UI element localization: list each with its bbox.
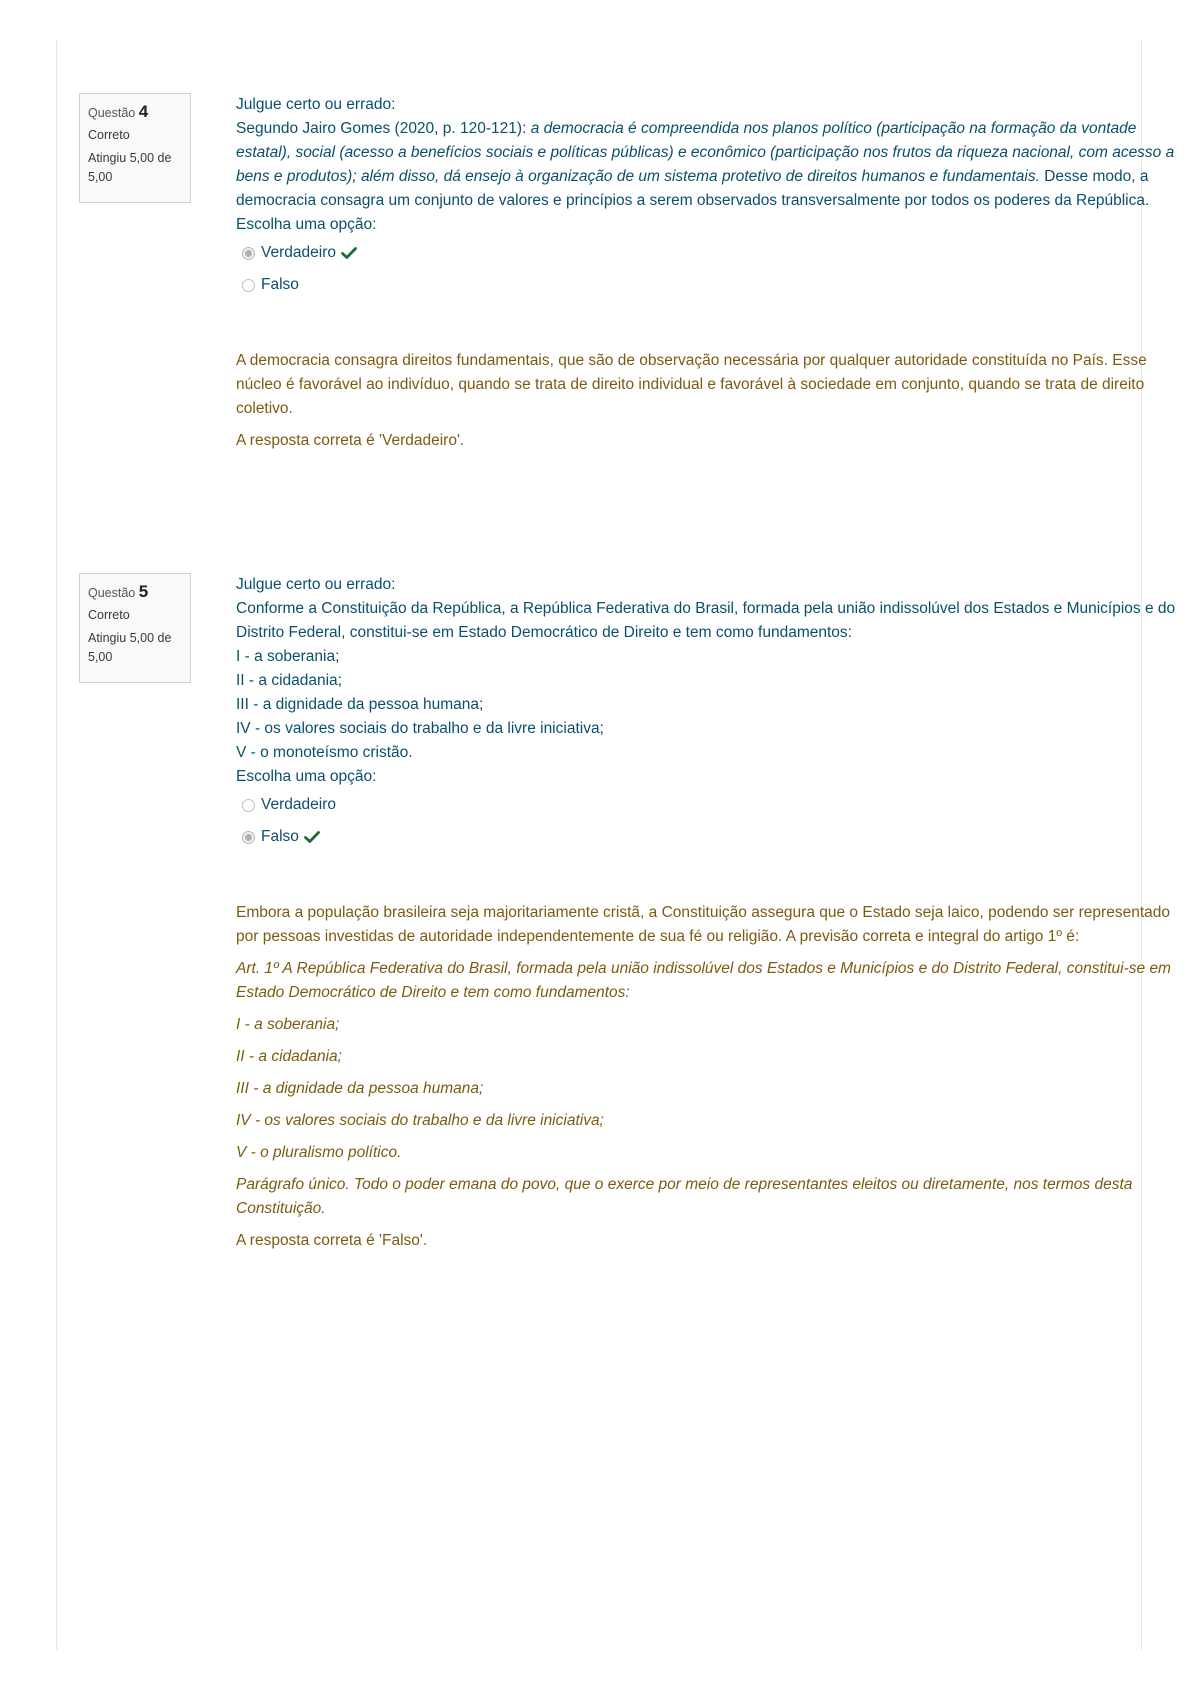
option-falso[interactable] <box>236 273 1176 297</box>
question-item: V - o monoteísmo cristão. <box>236 744 413 761</box>
answer-prompt: Escolha uma opção: <box>236 216 377 233</box>
feedback-item: IV - os valores sociais do trabalho e da livre iniciativa; <box>236 1112 604 1129</box>
question-label: Questão <box>88 106 136 120</box>
feedback-item: V - o pluralismo político. <box>236 1144 402 1161</box>
question-item: III - a dignidade da pessoa humana; <box>236 696 484 713</box>
question-grade: Atingiu 5,00 de 5,00 <box>88 151 172 184</box>
question-item: II - a cidadania; <box>236 672 342 689</box>
option-label: Falso <box>261 828 299 845</box>
question-text-prefix: Segundo Jairo Gomes (2020, p. 120-121): <box>236 120 531 137</box>
feedback-paragraph: Parágrafo único. Todo o poder emana do povo, que o exerce por meio de representantes eleitos ou diretamente, nos termos desta Constituição. <box>236 1176 1133 1217</box>
question-text: Conforme a Constituição da República, a República Federativa do Brasil, formada pela união indissolúvel dos Estados e Municípios e do Distrito Federal, constitui-se em Estado Democrático de Direito e tem como fundamentos: <box>236 600 1176 641</box>
question-content <box>236 573 1176 1253</box>
right-answer: A resposta correta é 'Falso'. <box>236 1232 428 1249</box>
question-text <box>236 117 1176 213</box>
radio-falso[interactable] <box>242 279 255 292</box>
radio-verdadeiro[interactable] <box>242 799 255 812</box>
right-answer: A resposta correta é 'Verdadeiro'. <box>236 432 465 449</box>
question-text-quote: a democracia é compreendida nos planos político (participação na formação da vontade estatal), social (acesso a benefícios sociais e políticas públicas) e econômico (participação nos frutos da riqueza nacional, com acesso a bens e produtos); além disso, dá ensejo à organização de um sistema protetivo de direitos humanos e fundamentais. <box>236 120 1175 185</box>
option-label: Verdadeiro <box>261 796 336 813</box>
radio-falso[interactable] <box>242 831 255 844</box>
question-label: Questão <box>88 586 136 600</box>
question-number: 5 <box>138 582 149 601</box>
feedback-item: II - a cidadania; <box>236 1048 342 1065</box>
feedback-text: A democracia consagra direitos fundamentais, que são de observação necessária por qualquer autoridade constituída no País. Esse núcleo é favorável ao indivíduo, quando se trata de direito individual e favorável à sociedade em conjunto, quando se trata de direito coletivo. <box>236 352 1147 417</box>
question-item: IV - os valores sociais do trabalho e da livre iniciativa; <box>236 720 604 737</box>
question-state: Correto <box>88 608 130 622</box>
question-intro: Julgue certo ou errado: <box>236 576 396 593</box>
question-intro: Julgue certo ou errado: <box>236 96 396 113</box>
radio-verdadeiro[interactable] <box>242 247 255 260</box>
feedback <box>236 349 1176 453</box>
option-falso[interactable] <box>236 825 1176 849</box>
option-label: Verdadeiro <box>261 244 336 261</box>
question-info-box <box>79 93 191 203</box>
answer-prompt: Escolha uma opção: <box>236 768 377 785</box>
check-icon <box>304 830 320 844</box>
feedback-text: Embora a população brasileira seja majoritariamente cristã, a Constituição assegura que o Estado seja laico, podendo ser representado por pessoas investidas de autoridade independentemente de sua fé ou religião. A previsão correta e integral do artigo 1º é: <box>236 904 1170 945</box>
check-icon <box>341 246 357 260</box>
option-verdadeiro[interactable] <box>236 241 1176 265</box>
question-grade: Atingiu 5,00 de 5,00 <box>88 631 172 664</box>
question-content <box>236 93 1176 453</box>
question-text-suffix: Desse modo, a democracia consagra um conjunto de valores e princípios a serem observados transversalmente por todos os poderes da República. <box>236 168 1150 209</box>
question-number: 4 <box>138 102 149 121</box>
question-info-box <box>79 573 191 683</box>
feedback-item: III - a dignidade da pessoa humana; <box>236 1080 484 1097</box>
question-item: I - a soberania; <box>236 648 340 665</box>
answer-options <box>236 241 1176 297</box>
feedback-article: Art. 1º A República Federativa do Brasil, formada pela união indissolúvel dos Estados e Municípios e do Distrito Federal, constitui-se em Estado Democrático de Direito e tem como fundamentos: <box>236 960 1171 1001</box>
option-verdadeiro[interactable] <box>236 793 1176 817</box>
question-state: Correto <box>88 128 130 142</box>
feedback <box>236 901 1176 1253</box>
option-label: Falso <box>261 276 299 293</box>
answer-options <box>236 793 1176 849</box>
feedback-item: I - a soberania; <box>236 1016 340 1033</box>
